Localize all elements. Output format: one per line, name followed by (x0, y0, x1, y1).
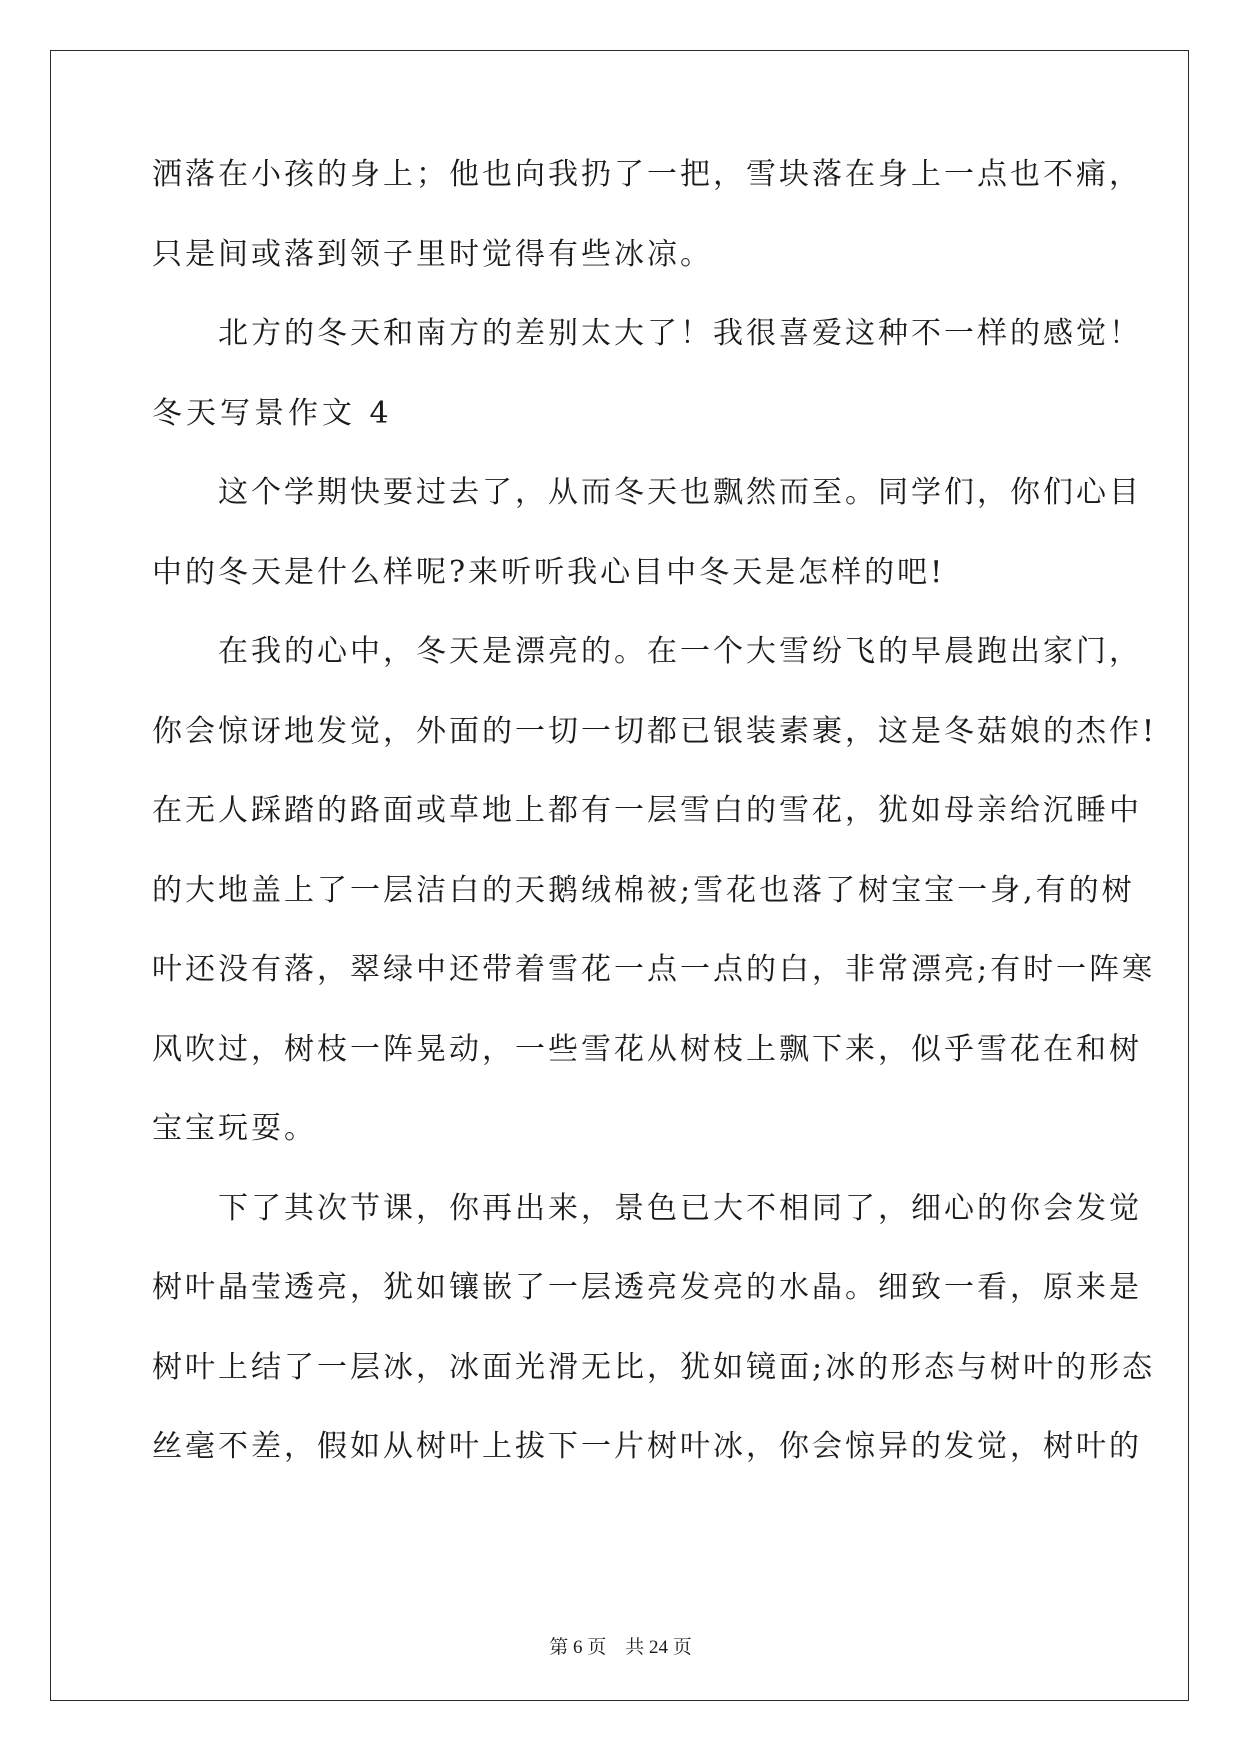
text-line: 这个学期快要过去了，从而冬天也飘然而至。同学们，你们心目 (152, 475, 1142, 510)
text-line: 宝宝玩耍。 (152, 1111, 317, 1146)
text-line: 只是间或落到领子里时觉得有些冰凉。 (152, 236, 713, 272)
document-body (152, 157, 1158, 1512)
text-line: 下了其次节课，你再出来，景色已大不相同了，细心的你会发觉 (152, 1190, 1142, 1226)
text-line: 树叶晶莹透亮，犹如镶嵌了一层透亮发亮的水晶。细致一看，原来是 (152, 1270, 1142, 1305)
text-line: 的大地盖上了一层洁白的天鹅绒棉被;雪花也落了树宝宝一身,有的树 (152, 872, 1135, 908)
section-heading: 冬天写景作文 4 (152, 395, 393, 431)
text-line: 叶还没有落，翠绿中还带着雪花一点一点的白，非常漂亮;有时一阵寒 (152, 952, 1156, 987)
text-line: 北方的冬天和南方的差别太大了！我很喜爱这种不一样的感觉！ (152, 316, 1142, 351)
text-line: 中的冬天是什么样呢?来听听我心目中冬天是怎样的吧! (152, 554, 946, 590)
text-line: 树叶上结了一层冰，冰面光滑无比，犹如镜面;冰的形态与树叶的形态 (152, 1349, 1156, 1385)
page-number-footer: 第 6 页 共 24 页 (549, 1637, 692, 1658)
text-line: 洒落在小孩的身上；他也向我扔了一把，雪块落在身上一点也不痛， (152, 157, 1142, 192)
text-line: 在我的心中，冬天是漂亮的。在一个大雪纷飞的早晨跑出家门， (152, 634, 1142, 669)
text-line: 在无人踩踏的路面或草地上都有一层雪白的雪花，犹如母亲给沉睡中 (152, 793, 1142, 828)
text-line: 风吹过，树枝一阵晃动，一些雪花从树枝上飘下来，似乎雪花在和树 (152, 1031, 1142, 1067)
text-line: 你会惊讶地发觉，外面的一切一切都已银装素裹，这是冬菇娘的杰作! (152, 713, 1158, 749)
text-line: 丝毫不差，假如从树叶上拔下一片树叶冰，你会惊异的发觉，树叶的 (152, 1429, 1142, 1464)
